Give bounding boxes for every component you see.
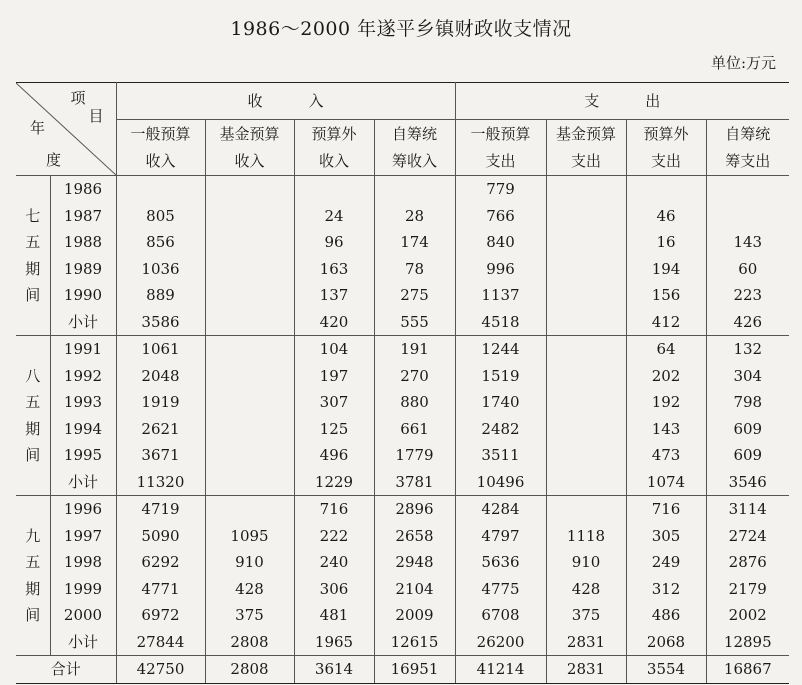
value-cell [205, 416, 294, 443]
value-cell: 412 [626, 309, 706, 336]
value-cell [546, 176, 626, 203]
column-header-line: 自筹统 [392, 124, 438, 143]
value-cell: 1137 [455, 282, 546, 309]
value-cell [205, 442, 294, 469]
year-cell: 2000 [50, 602, 116, 629]
year-cell: 小计 [50, 629, 116, 656]
total-value-cell: 3614 [294, 656, 374, 684]
value-cell: 420 [294, 309, 374, 336]
value-cell: 779 [455, 176, 546, 203]
column-header-line: 支出 [485, 151, 516, 170]
value-cell [546, 363, 626, 390]
value-cell: 12615 [374, 629, 455, 656]
column-header-4 [374, 120, 455, 176]
period-label-char: 期 [25, 579, 41, 598]
value-cell [205, 389, 294, 416]
value-cell: 4284 [455, 496, 546, 523]
column-header-line: 基金预算 [219, 124, 280, 143]
value-cell: 4719 [116, 496, 205, 523]
value-cell: 156 [626, 282, 706, 309]
column-header-line: 收入 [234, 151, 265, 170]
table-row [16, 469, 789, 496]
income-group-label: 收入 [247, 92, 370, 111]
value-cell [546, 282, 626, 309]
value-cell: 4771 [116, 576, 205, 603]
period-label-char: 五 [25, 393, 41, 411]
column-header-line: 筹支出 [725, 151, 771, 170]
year-cell: 小计 [50, 309, 116, 336]
income-group-header [116, 83, 455, 120]
page-title: 1986～2000 年遂平乡镇财政收支情况 [230, 18, 572, 40]
value-cell: 1244 [455, 336, 546, 363]
period-label-char: 八 [25, 366, 41, 385]
value-cell: 3671 [116, 442, 205, 469]
value-cell: 2876 [706, 549, 789, 576]
value-cell [706, 203, 789, 230]
value-cell [546, 496, 626, 523]
table-row [16, 229, 789, 256]
value-cell: 2104 [374, 576, 455, 603]
expense-group-header [455, 83, 789, 120]
value-cell: 1965 [294, 629, 374, 656]
value-cell: 2621 [116, 416, 205, 443]
value-cell [374, 176, 455, 203]
value-cell: 1061 [116, 336, 205, 363]
value-cell: 1779 [374, 442, 455, 469]
corner-year-char-1: 年 [30, 119, 46, 137]
value-cell [205, 469, 294, 496]
value-cell: 223 [706, 282, 789, 309]
value-cell [205, 496, 294, 523]
period-label-char: 间 [25, 446, 41, 464]
total-value-cell: 16951 [374, 656, 455, 684]
value-cell: 64 [626, 336, 706, 363]
value-cell [546, 256, 626, 283]
year-cell: 1990 [50, 282, 116, 309]
value-cell: 1118 [546, 523, 626, 550]
value-cell: 5636 [455, 549, 546, 576]
value-cell: 375 [546, 602, 626, 629]
value-cell: 3781 [374, 469, 455, 496]
period-label-cell [16, 176, 50, 336]
year-cell: 1997 [50, 523, 116, 550]
total-value-cell: 41214 [455, 656, 546, 684]
value-cell: 716 [626, 496, 706, 523]
value-cell: 3114 [706, 496, 789, 523]
value-cell: 174 [374, 229, 455, 256]
value-cell: 5090 [116, 523, 205, 550]
value-cell: 1740 [455, 389, 546, 416]
value-cell: 2482 [455, 416, 546, 443]
column-header-2 [205, 120, 294, 176]
value-cell: 2831 [546, 629, 626, 656]
value-cell [706, 176, 789, 203]
unit-label: 单位:万元 [710, 54, 776, 72]
value-cell: 798 [706, 389, 789, 416]
value-cell: 96 [294, 229, 374, 256]
value-cell: 910 [205, 549, 294, 576]
value-cell: 125 [294, 416, 374, 443]
column-header-line: 支出 [571, 151, 602, 170]
table-row [16, 549, 789, 576]
year-cell: 1998 [50, 549, 116, 576]
value-cell: 197 [294, 363, 374, 390]
value-cell: 27844 [116, 629, 205, 656]
corner-item-char-2: 目 [88, 107, 104, 125]
value-cell [546, 229, 626, 256]
value-cell: 805 [116, 203, 205, 230]
value-cell: 1919 [116, 389, 205, 416]
column-header-1 [116, 120, 205, 176]
value-cell: 10496 [455, 469, 546, 496]
value-cell [546, 336, 626, 363]
table-row [16, 282, 789, 309]
value-cell: 2658 [374, 523, 455, 550]
year-cell: 1991 [50, 336, 116, 363]
period-label-char: 五 [25, 233, 41, 251]
value-cell: 766 [455, 203, 546, 230]
value-cell [205, 282, 294, 309]
period-label-cell [16, 496, 50, 656]
column-header-line: 筹收入 [392, 151, 438, 170]
value-cell: 2048 [116, 363, 205, 390]
period-label-char: 间 [25, 286, 41, 304]
year-cell: 1987 [50, 203, 116, 230]
corner-year-char-2: 度 [46, 150, 62, 169]
value-cell: 910 [546, 549, 626, 576]
value-cell [205, 363, 294, 390]
value-cell [546, 309, 626, 336]
value-cell: 137 [294, 282, 374, 309]
column-header-line: 一般预算 [130, 124, 191, 143]
table-row [16, 336, 789, 363]
value-cell: 132 [706, 336, 789, 363]
column-header-7 [626, 120, 706, 176]
value-cell [205, 229, 294, 256]
value-cell: 375 [205, 602, 294, 629]
value-cell: 2179 [706, 576, 789, 603]
expense-group-label: 支出 [584, 92, 707, 111]
year-cell: 1986 [50, 176, 116, 203]
value-cell [205, 256, 294, 283]
value-cell: 202 [626, 363, 706, 390]
value-cell: 473 [626, 442, 706, 469]
value-cell: 240 [294, 549, 374, 576]
period-label-char: 五 [25, 553, 41, 571]
value-cell: 1095 [205, 523, 294, 550]
value-cell: 11320 [116, 469, 205, 496]
value-cell [205, 203, 294, 230]
value-cell: 249 [626, 549, 706, 576]
value-cell: 192 [626, 389, 706, 416]
value-cell: 661 [374, 416, 455, 443]
value-cell: 428 [205, 576, 294, 603]
value-cell: 191 [374, 336, 455, 363]
column-header-line: 自筹统 [725, 124, 771, 143]
value-cell: 12895 [706, 629, 789, 656]
year-cell: 1996 [50, 496, 116, 523]
year-cell: 小计 [50, 469, 116, 496]
value-cell: 312 [626, 576, 706, 603]
value-cell: 143 [626, 416, 706, 443]
value-cell: 3546 [706, 469, 789, 496]
value-cell: 78 [374, 256, 455, 283]
year-cell: 1989 [50, 256, 116, 283]
total-label: 合计 [16, 656, 116, 684]
total-value-cell: 3554 [626, 656, 706, 684]
column-header-8 [706, 120, 789, 176]
corner-item-char-1: 项 [70, 89, 86, 107]
year-cell: 1995 [50, 442, 116, 469]
column-header-6 [546, 120, 626, 176]
table-row [16, 203, 789, 230]
value-cell [116, 176, 205, 203]
column-header-line: 收入 [318, 151, 349, 170]
value-cell: 2896 [374, 496, 455, 523]
value-cell: 60 [706, 256, 789, 283]
column-header-line: 基金预算 [556, 124, 617, 143]
value-cell [205, 309, 294, 336]
value-cell: 481 [294, 602, 374, 629]
value-cell [626, 176, 706, 203]
column-header-line: 一般预算 [470, 124, 531, 143]
total-value-cell: 2831 [546, 656, 626, 684]
value-cell: 1519 [455, 363, 546, 390]
year-cell: 1992 [50, 363, 116, 390]
period-label-char: 九 [25, 526, 41, 545]
period-label-char: 期 [25, 259, 41, 278]
table-row [16, 309, 789, 336]
table-row [16, 496, 789, 523]
total-value-cell: 2808 [205, 656, 294, 684]
total-value-cell: 16867 [706, 656, 789, 684]
period-label-char: 七 [25, 206, 41, 225]
value-cell: 270 [374, 363, 455, 390]
value-cell: 6972 [116, 602, 205, 629]
value-cell: 856 [116, 229, 205, 256]
value-cell: 163 [294, 256, 374, 283]
value-cell [546, 469, 626, 496]
table-row [16, 576, 789, 603]
value-cell [205, 336, 294, 363]
total-value-cell: 42750 [116, 656, 205, 684]
value-cell: 2068 [626, 629, 706, 656]
period-label-char: 期 [25, 419, 41, 438]
value-cell: 2724 [706, 523, 789, 550]
value-cell: 306 [294, 576, 374, 603]
value-cell: 28 [374, 203, 455, 230]
value-cell: 716 [294, 496, 374, 523]
value-cell: 26200 [455, 629, 546, 656]
period-label-cell [16, 336, 50, 496]
year-cell: 1993 [50, 389, 116, 416]
value-cell: 304 [706, 363, 789, 390]
table-row [16, 389, 789, 416]
value-cell: 194 [626, 256, 706, 283]
corner-header-cell [16, 83, 116, 176]
value-cell: 24 [294, 203, 374, 230]
value-cell: 889 [116, 282, 205, 309]
period-label-char: 间 [25, 606, 41, 624]
value-cell: 426 [706, 309, 789, 336]
table-row [16, 602, 789, 629]
value-cell: 275 [374, 282, 455, 309]
value-cell [546, 442, 626, 469]
finance-table [16, 82, 789, 684]
value-cell: 2948 [374, 549, 455, 576]
value-cell: 609 [706, 416, 789, 443]
value-cell: 996 [455, 256, 546, 283]
value-cell: 2808 [205, 629, 294, 656]
table-row [16, 176, 789, 203]
column-header-line: 收入 [145, 151, 176, 170]
value-cell: 555 [374, 309, 455, 336]
value-cell: 4518 [455, 309, 546, 336]
value-cell: 2009 [374, 602, 455, 629]
value-cell: 4775 [455, 576, 546, 603]
value-cell [205, 176, 294, 203]
value-cell: 16 [626, 229, 706, 256]
value-cell: 496 [294, 442, 374, 469]
column-header-line: 预算外 [311, 124, 357, 143]
value-cell: 6292 [116, 549, 205, 576]
value-cell: 880 [374, 389, 455, 416]
value-cell [546, 203, 626, 230]
value-cell: 305 [626, 523, 706, 550]
value-cell: 428 [546, 576, 626, 603]
table-row [16, 256, 789, 283]
value-cell: 3511 [455, 442, 546, 469]
value-cell: 6708 [455, 602, 546, 629]
value-cell [294, 176, 374, 203]
value-cell: 143 [706, 229, 789, 256]
year-cell: 1988 [50, 229, 116, 256]
column-header-line: 支出 [651, 151, 682, 170]
table-row [16, 416, 789, 443]
value-cell: 1074 [626, 469, 706, 496]
value-cell: 486 [626, 602, 706, 629]
column-header-line: 预算外 [643, 124, 689, 143]
value-cell: 3586 [116, 309, 205, 336]
year-cell: 1994 [50, 416, 116, 443]
table-row [16, 523, 789, 550]
value-cell: 4797 [455, 523, 546, 550]
value-cell [546, 416, 626, 443]
table-row [16, 629, 789, 656]
value-cell: 46 [626, 203, 706, 230]
value-cell: 222 [294, 523, 374, 550]
value-cell: 609 [706, 442, 789, 469]
total-row [16, 656, 789, 684]
column-header-5 [455, 120, 546, 176]
value-cell: 307 [294, 389, 374, 416]
value-cell [546, 389, 626, 416]
table-row [16, 442, 789, 469]
value-cell: 1036 [116, 256, 205, 283]
value-cell: 104 [294, 336, 374, 363]
year-cell: 1999 [50, 576, 116, 603]
value-cell: 1229 [294, 469, 374, 496]
value-cell: 2002 [706, 602, 789, 629]
table-row [16, 363, 789, 390]
value-cell: 840 [455, 229, 546, 256]
column-header-3 [294, 120, 374, 176]
